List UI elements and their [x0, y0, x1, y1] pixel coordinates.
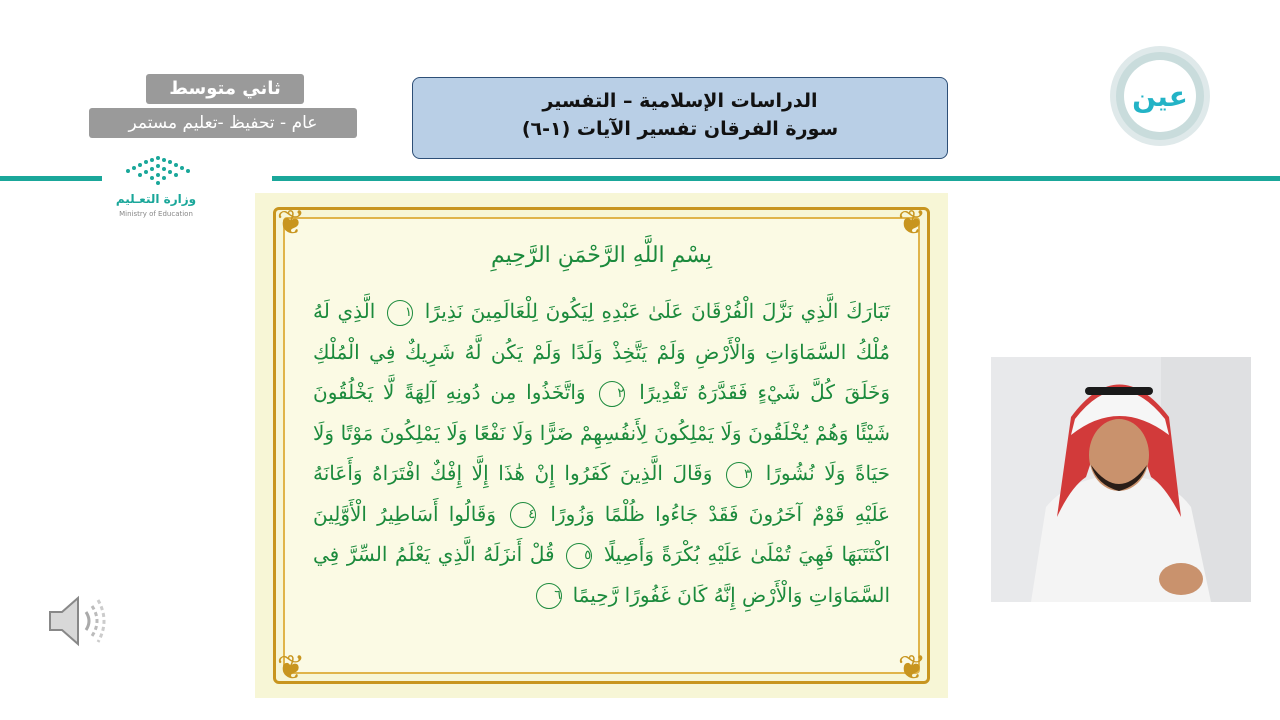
verse-number: ٢ — [599, 381, 625, 407]
frame-corner-ornament-icon: ❦ — [276, 203, 306, 243]
verse-number: ٥ — [566, 543, 592, 569]
verse-text: وَاتَّخَذُوا مِن دُونِهِ آلِهَةً لَّا يَخْلُقُونَ شَيْئًا وَهُمْ يُخْلَقُونَ وَلَا يَمْلِكُونَ لِأَنفُسِهِمْ ضَرًّا وَلَا نَفْعًا وَلَا يَمْلِكُونَ مَوْتًا وَلَا حَيَاةً وَلَا نُشُورًا — [313, 380, 890, 485]
frame-corner-ornament-icon: ❦ — [897, 203, 927, 243]
frame-corner-ornament-icon: ❦ — [897, 648, 927, 688]
grade-badge: ثاني متوسط — [146, 74, 304, 104]
ministry-name-english: Ministry of Education — [119, 210, 193, 218]
verse-number: ٦ — [536, 583, 562, 609]
verse-text: الَّذِي لَهُ مُلْكُ السَّمَاوَاتِ وَالْأَرْضِ وَلَمْ يَتَّخِذْ وَلَدًا وَلَمْ يَكُن لَّهُ شَرِيكٌ فِي الْمُلْكِ وَخَلَقَ كُلَّ شَيْءٍ فَقَدَّرَهُ تَقْدِيرًا — [313, 299, 890, 404]
verse-text: وَقَالُوا أَسَاطِيرُ الْأَوَّلِينَ اكْتَتَبَهَا فَهِيَ تُمْلَىٰ عَلَيْهِ بُكْرَةً وَأَصِيلًا — [313, 501, 890, 566]
verse-number: ٤ — [510, 502, 536, 528]
ministry-name-arabic: وزارة التعـليم — [115, 192, 197, 206]
track-badge: عام - تحفيظ -تعليم مستمر — [89, 108, 357, 138]
teacher-figure — [991, 357, 1251, 602]
verse-number: ٣ — [726, 462, 752, 488]
lesson-title: سورة الفرقان تفسير الآيات (١-٦) — [521, 118, 839, 140]
teacher-video — [991, 357, 1251, 602]
subject-title: الدراسات الإسلامية – التفسير — [542, 90, 818, 112]
verses-text — [313, 291, 890, 615]
ain-logo-icon — [1108, 44, 1212, 148]
verse-text: وَقَالَ الَّذِينَ كَفَرُوا إِنْ هَٰذَا إِلَّا إِفْكٌ افْتَرَاهُ وَأَعَانَهُ عَلَيْهِ قَوْمٌ آخَرُونَ فَقَدْ جَاءُوا ظُلْمًا وَزُورًا — [313, 461, 891, 526]
ain-logo-text: عين — [1132, 80, 1188, 113]
basmala: بِسْمِ اللَّهِ الرَّحْمَنِ الرَّحِيمِ — [490, 243, 713, 268]
verse-number: ١ — [387, 300, 413, 326]
verse-text: قُلْ أَنزَلَهُ الَّذِي يَعْلَمُ السِّرَّ فِي السَّمَاوَاتِ وَالْأَرْضِ إِنَّهُ كَانَ غَفُورًا رَّحِيمًا — [313, 542, 890, 607]
frame-corner-ornament-icon: ❦ — [276, 648, 306, 688]
lesson-title-box — [412, 77, 948, 159]
verse-text: تَبَارَكَ الَّذِي نَزَّلَ الْفُرْقَانَ عَلَىٰ عَبْدِهِ لِيَكُونَ لِلْعَالَمِينَ نَذِيرًا — [424, 299, 891, 323]
quran-page — [255, 193, 948, 698]
header-divider-right — [272, 176, 1280, 181]
header-divider-left — [0, 176, 102, 181]
speaker-icon[interactable] — [44, 590, 110, 652]
